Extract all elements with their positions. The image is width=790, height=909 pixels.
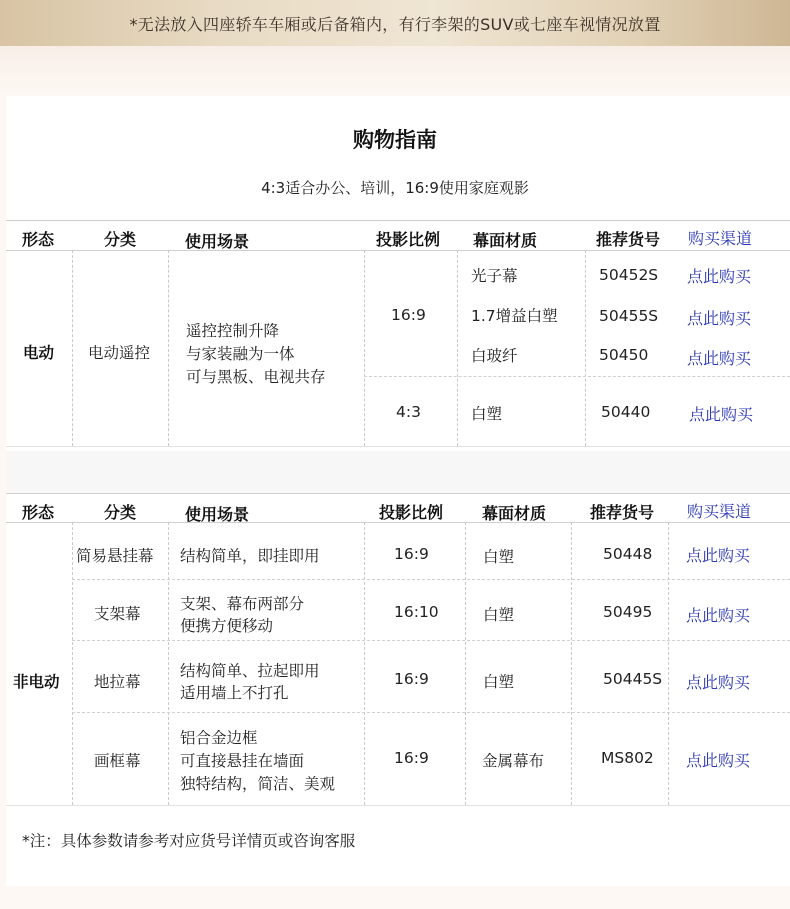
non-electric-form: 非电动 — [13, 673, 60, 691]
section-gap — [6, 451, 790, 493]
page-title: 购物指南 — [353, 128, 437, 152]
buy-link[interactable]: 点此购买 — [687, 267, 752, 286]
sku-cell: 50448 — [603, 545, 653, 563]
table2-col-divider — [571, 522, 572, 805]
table1-col-divider — [457, 250, 458, 446]
buy-link[interactable]: 点此购买 — [689, 405, 754, 424]
ratio-cell: 16:9 — [394, 749, 429, 767]
ratio-cell: 4:3 — [396, 403, 421, 421]
usage-line: 可与黑板、电视共存 — [186, 368, 326, 386]
header-category: 分类 — [104, 230, 137, 249]
header-ratio: 投影比例 — [376, 230, 441, 249]
table2-bottom-line — [6, 805, 790, 806]
banner-fade — [0, 46, 790, 96]
table2-row-divider — [72, 712, 790, 713]
buy-link[interactable]: 点此购买 — [686, 606, 751, 625]
banner-text: *无法放入四座轿车车厢或后备箱内，有行李架的SUV或七座车视情况放置 — [129, 14, 661, 34]
sku-cell: 50495 — [603, 603, 653, 621]
category-cell: 地拉幕 — [94, 673, 141, 691]
material-cell: 白塑 — [483, 548, 515, 566]
table1-col-divider — [364, 250, 365, 446]
buy-link[interactable]: 点此购买 — [686, 751, 751, 770]
material-cell: 白玻纤 — [471, 347, 518, 365]
header-material: 幕面材质 — [473, 231, 538, 250]
ratio-cell: 16:9 — [394, 545, 429, 563]
usage-line: 支架、幕布两部分 — [180, 595, 305, 613]
ratio-cell: 16:9 — [394, 670, 429, 688]
header-material: 幕面材质 — [482, 504, 547, 523]
usage-line: 可直接悬挂在墙面 — [180, 752, 305, 770]
table2-top-line — [6, 493, 790, 494]
material-cell: 金属幕布 — [482, 752, 545, 770]
material-cell: 白塑 — [483, 673, 515, 691]
buy-link[interactable]: 点此购买 — [687, 349, 752, 368]
sku-cell: MS802 — [601, 749, 654, 767]
material-cell: 白塑 — [471, 405, 503, 423]
usage-line: 铝合金边框 — [180, 729, 258, 747]
usage-line: 结构简单、拉起即用 — [180, 662, 320, 680]
header-category: 分类 — [104, 503, 137, 522]
table2-col-divider — [465, 522, 466, 805]
footnote: *注：具体参数请参考对应货号详情页或咨询客服 — [22, 832, 356, 850]
electric-category: 电动遥控 — [88, 344, 151, 362]
header-usage: 使用场景 — [185, 505, 250, 524]
top-banner — [0, 0, 790, 46]
ratio-cell: 16:9 — [391, 306, 426, 324]
table1-header-line — [6, 250, 790, 251]
usage-line: 适用墙上不打孔 — [180, 684, 289, 702]
material-cell: 1.7增益白塑 — [471, 307, 558, 325]
category-cell: 画框幕 — [94, 752, 141, 770]
table2-col-divider — [168, 522, 169, 805]
table1-col-divider — [585, 250, 586, 446]
header-form: 形态 — [22, 503, 55, 522]
header-channel: 购买渠道 — [687, 502, 752, 521]
header-ratio: 投影比例 — [379, 503, 444, 522]
table1-row-divider — [364, 376, 790, 377]
sku-cell: 50452S — [599, 266, 659, 284]
table1-col-divider — [168, 250, 169, 446]
table2-row-divider — [72, 579, 790, 580]
sku-cell: 50450 — [599, 346, 649, 364]
buy-link[interactable]: 点此购买 — [686, 546, 751, 565]
sku-cell: 50445S — [603, 670, 663, 688]
header-sku: 推荐货号 — [596, 230, 661, 249]
usage-line: 遥控控制升降 — [186, 322, 280, 340]
buy-link[interactable]: 点此购买 — [687, 309, 752, 328]
buy-link[interactable]: 点此购买 — [686, 673, 751, 692]
category-cell: 简易悬挂幕 — [76, 547, 154, 565]
header-sku: 推荐货号 — [590, 503, 655, 522]
sku-cell: 50455S — [599, 307, 659, 325]
table2-col-divider — [364, 522, 365, 805]
table2-col-divider — [668, 522, 669, 805]
usage-line: 与家装融为一体 — [186, 345, 295, 363]
table1-top-line — [6, 220, 790, 221]
table1-col-divider — [72, 250, 73, 446]
page-subtitle: 4:3适合办公、培训，16:9使用家庭观影 — [261, 179, 529, 197]
usage-line: 独特结构，简洁、美观 — [180, 775, 336, 793]
usage-line: 便携方便移动 — [180, 617, 274, 635]
material-cell: 白塑 — [483, 606, 515, 624]
table2-row-divider — [72, 640, 790, 641]
electric-form: 电动 — [23, 344, 55, 362]
header-channel: 购买渠道 — [688, 229, 753, 248]
sku-cell: 50440 — [601, 403, 651, 421]
header-form: 形态 — [22, 230, 55, 249]
header-usage: 使用场景 — [185, 232, 250, 251]
category-cell: 支架幕 — [94, 605, 141, 623]
table2-col-divider — [72, 522, 73, 805]
usage-line: 结构简单，即挂即用 — [180, 547, 320, 565]
material-cell: 光子幕 — [471, 267, 518, 285]
table1-bottom-line — [6, 446, 790, 447]
ratio-cell: 16:10 — [394, 603, 439, 621]
